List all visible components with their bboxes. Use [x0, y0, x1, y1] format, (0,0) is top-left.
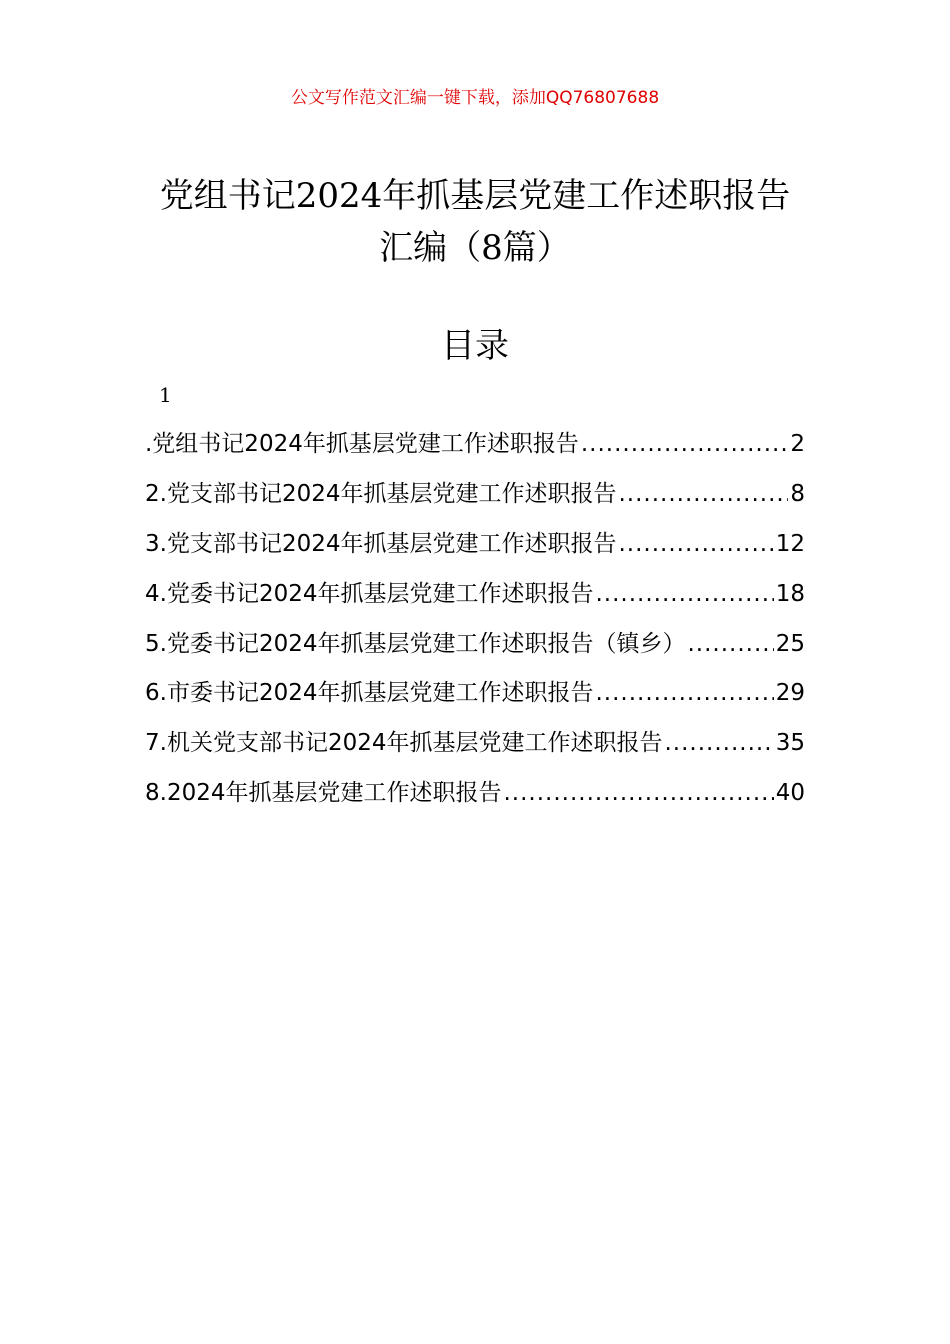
title-line-1: 党组书记2024年抓基层党建工作述职报告 [159, 176, 791, 216]
toc-entry-title: 8.2024年抓基层党建工作述职报告 [145, 780, 502, 807]
header-download-note: 公文写作范文汇编一键下载，添加QQ76807688 [290, 88, 660, 108]
table-of-contents [145, 420, 805, 819]
stray-number: 1 [159, 383, 172, 407]
toc-leader-dots [664, 719, 773, 769]
toc-entry-page: 40 [775, 780, 805, 807]
title-line-2: 汇编（8篇） [379, 228, 571, 268]
toc-leader-dots [618, 470, 788, 520]
toc-entry-title: 6.市委书记2024年抓基层党建工作述职报告 [145, 680, 594, 707]
toc-entry-page: 18 [775, 580, 805, 607]
toc-leader-dots [503, 769, 773, 819]
toc-entry-title: 4.党委书记2024年抓基层党建工作述职报告 [145, 580, 594, 607]
toc-heading: 目录 [441, 326, 509, 366]
toc-entry-title: 5.党委书记2024年抓基层党建工作述职报告（镇乡） [145, 630, 686, 657]
toc-entry-title: 2.党支部书记2024年抓基层党建工作述职报告 [145, 480, 617, 507]
toc-entry[interactable] [145, 620, 805, 670]
toc-entry-title: 7.机关党支部书记2024年抓基层党建工作述职报告 [145, 730, 663, 757]
toc-entry-page: 35 [775, 730, 805, 757]
toc-entry[interactable] [145, 719, 805, 769]
toc-entry-page: 2 [790, 431, 805, 457]
toc-entry-title: .党组书记2024年抓基层党建工作述职报告 [145, 431, 579, 457]
toc-entry-page: 29 [775, 680, 805, 707]
toc-entry[interactable] [145, 520, 805, 570]
toc-leader-dots [595, 570, 773, 620]
toc-entry[interactable] [145, 420, 805, 470]
toc-leader-dots [595, 669, 773, 719]
toc-entry-page: 25 [775, 630, 805, 657]
toc-entry[interactable] [145, 470, 805, 520]
toc-entry-page: 8 [790, 480, 805, 507]
toc-entry[interactable] [145, 769, 805, 819]
toc-entry-title: 3.党支部书记2024年抓基层党建工作述职报告 [145, 530, 617, 557]
toc-entry[interactable] [145, 570, 805, 620]
toc-leader-dots [687, 620, 773, 670]
toc-leader-dots [618, 520, 773, 570]
toc-entry-page: 12 [775, 530, 805, 557]
toc-entry[interactable] [145, 669, 805, 719]
document-title [100, 170, 850, 274]
toc-leader-dots [581, 420, 789, 470]
